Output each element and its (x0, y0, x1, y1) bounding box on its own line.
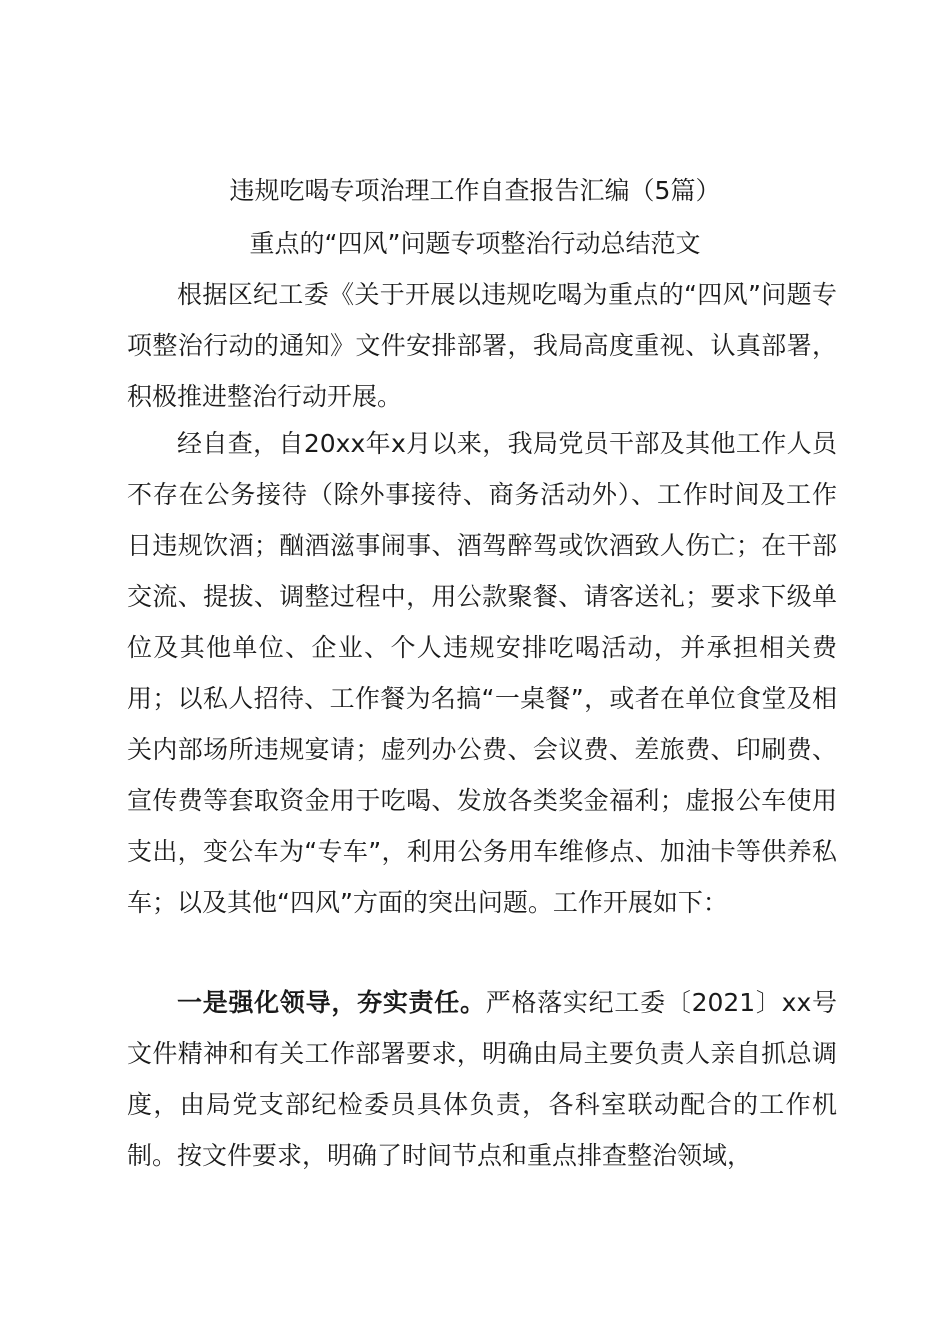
paragraph-1 (127, 269, 837, 422)
paragraph-2 (127, 418, 837, 928)
paragraph-2-text: 经自查，自20xx年x月以来，我局党员干部及其他工作人员不存在公务接待（除外事接待、商务活动外）、工作时间及工作日违规饮酒；酗酒滋事闹事、酒驾醉驾或饮酒致人伤亡；在干部交流、提拔、调整过程中，用公款聚餐、请客送礼；要求下级单位及其他单位、企业、个人违规安排吃喝活动，并承担相关费用；以私人招待、工作餐为名搞“一桌餐”，或者在单位食堂及相关内部场所违规宴请；虚列办公费、会议费、差旅费、印刷费、宣传费等套取资金用于吃喝、发放各类奖金福利；虚报公车使用支出，变公车为“专车”，利用公务用车维修点、加油卡等供养私车；以及其他“四风”方面的突出问题。工作开展如下： (127, 429, 837, 917)
document-title: 违规吃喝专项治理工作自查报告汇编（5篇） (229, 176, 721, 205)
paragraph-3-lead: 一是强化领导，夯实责任。 (177, 988, 486, 1017)
document-subtitle: 重点的“四风”问题专项整治行动总结范文 (249, 229, 701, 258)
paragraph-3 (127, 977, 837, 1181)
paragraph-3-text: 严格落实纪工委〔2021〕xx号文件精神和有关工作部署要求，明确由局主要负责人亲自抓总调度，由局党支部纪检委员具体负责，各科室联动配合的工作机制。按文件要求，明确了时间节点和重点排查整治领域， (127, 988, 837, 1170)
paragraph-1-text: 根据区纪工委《关于开展以违规吃喝为重点的“四风”问题专项整治行动的通知》文件安排部署，我局高度重视、认真部署，积极推进整治行动开展。 (127, 280, 837, 411)
